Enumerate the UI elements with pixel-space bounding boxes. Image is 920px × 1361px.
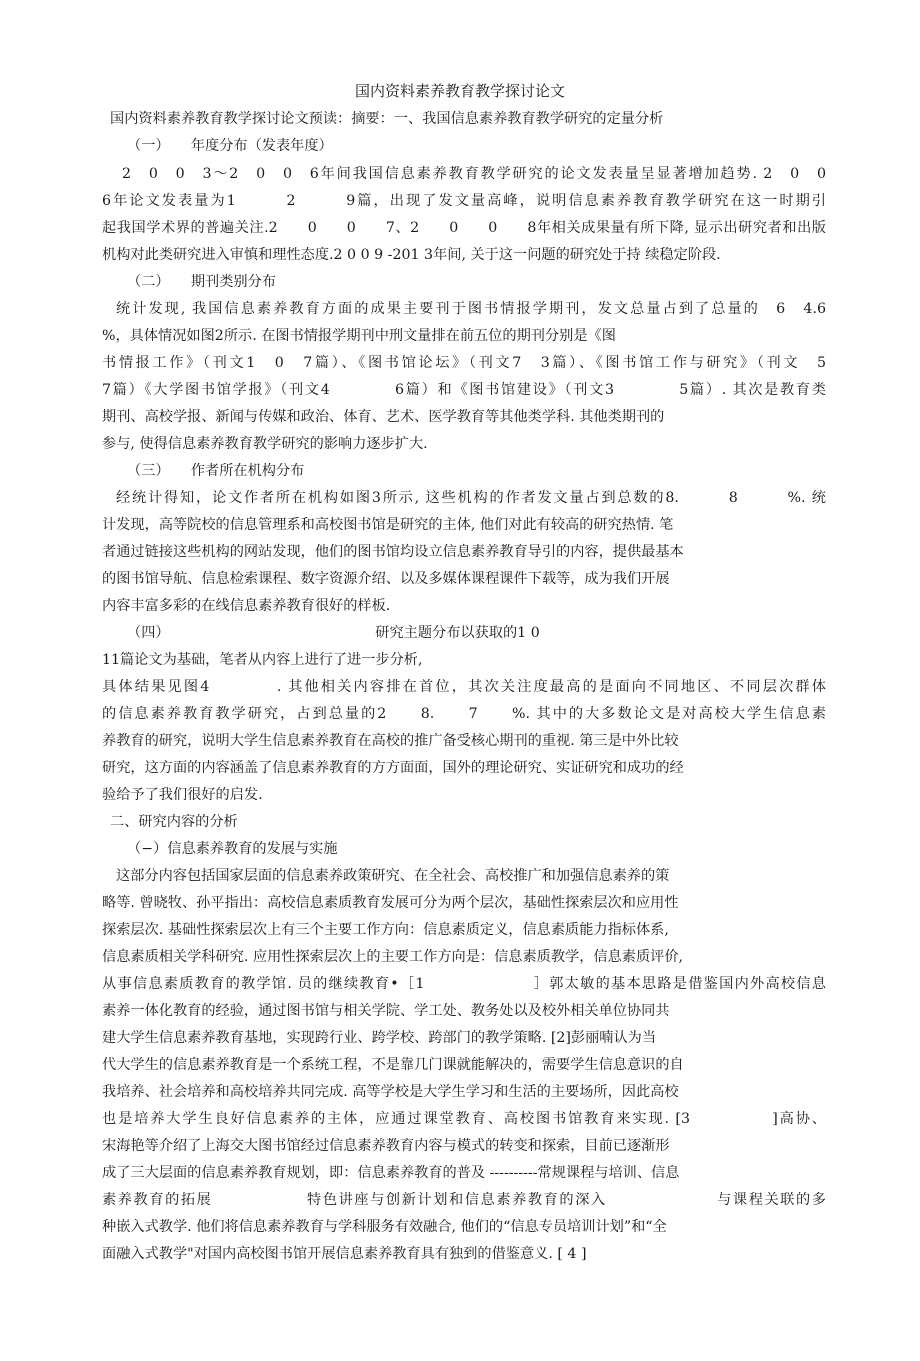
text-line: 从事信息素质教育的教学馆. 员的继续教育•［1 ］郭太敏的基本思路是借鉴国内外高校信息 xyxy=(102,976,826,992)
text-line: 研究，这方面的内容涵盖了信息素养教育的方方面面，国外的理论研究、实证研究和成功的经 xyxy=(102,760,684,776)
section-heading: （三） 作者所在机构分布 xyxy=(127,463,305,479)
text-line: 计发现，高等院校的信息管理系和高校图书馆是研究的主体, 他们对此有较高的研究热情. 笔 xyxy=(102,517,674,533)
text-line: 的信息素养教育教学研究，占到总量的2 8. 7 %. 其中的大多数论文是对高校大学生信息素 xyxy=(102,706,826,722)
text-line: 探索层次. 基础性探索层次上有三个主要工作方向：信息素质定义，信息素质能力指标体系, xyxy=(102,922,669,938)
text-line: 具体结果见图4 . 其他相关内容排在首位，其次关注度最高的是面向不同地区、不同层次群体 xyxy=(102,679,826,695)
text-line: 者通过链接这些机构的网站发现，他们的图书馆均设立信息素养教育导引的内容，提供最基本 xyxy=(102,544,684,560)
text-line: 起我国学术界的普遍关注.2 0 0 7、2 0 0 8年相关成果量有所下降, 显示出研究者和出版 xyxy=(102,220,826,236)
text-line: 也是培养大学生良好信息素养的主体，应通过课堂教育、高校图书馆教育来实现. [3 ]高协、 xyxy=(102,1111,826,1127)
text-line: 的图书馆导航、信息检索课程、数字资源介绍、以及多媒体课程课件下载等，成为我们开展 xyxy=(102,571,670,587)
text-line: 宋海艳等介绍了上海交大图书馆经过信息素养教育内容与模式的转变和探索，目前已逐渐形 xyxy=(102,1138,670,1154)
text-line: 7篇）《大学图书馆学报》（刊文4 6篇）和《图书馆建设》（刊文3 5篇）. 其次是教育类 xyxy=(102,382,826,398)
text-line: 种嵌入式教学. 他们将信息素养教育与学科服务有效融合, 他们的“信息专员培训计划”和“全 xyxy=(102,1219,667,1235)
section-heading: （一） 年度分布（发表年度） xyxy=(127,138,333,154)
text-line: 统计发现, 我国信息素养教育方面的成果主要刊于图书情报学期刊，发文总量占到了总量的 6 4.6 xyxy=(116,301,826,317)
section-heading: 二、研究内容的分析 xyxy=(110,814,238,830)
text-line: 养教育的研究，说明大学生信息素养教育在高校的推广备受核心期刊的重视. 第三是中外比较 xyxy=(102,733,679,749)
section-heading: （四） 研究主题分布以获取的1 0 xyxy=(127,625,540,641)
text-line: 这部分内容包括国家层面的信息素养政策研究、在全社会、高校推广和加强信息素养的策 xyxy=(116,868,670,884)
text-line: 素养教育的拓展 特色讲座与创新计划和信息素养教育的深入 与课程关联的多 xyxy=(102,1192,826,1208)
text-line: 书情报工作》（刊文1 0 7篇）、《图书馆论坛》（刊文7 3篇）、《图书馆工作与研究》（刊文 5 xyxy=(102,355,826,371)
text-line: 国内资料素养教育教学探讨论文预读：摘要：一、我国信息素养教育教学研究的定量分析 xyxy=(110,111,664,127)
text-line: 内容丰富多彩的在线信息素养教育很好的样板. xyxy=(102,598,391,614)
text-line: 成了三大层面的信息素养教育规划，即：信息素养教育的普及 ----------常规课程与培训、信息 xyxy=(102,1165,680,1181)
text-line: 信息素质相关学科研究. 应用性探索层次上的主要工作方向是：信息素质教学，信息素质评价, xyxy=(102,949,684,965)
section-heading: （−）信息素养教育的发展与实施 xyxy=(127,841,338,857)
text-line: 素养一体化教育的经验，通过图书馆与相关学院、学工处、教务处以及校外相关单位协同共 xyxy=(102,1003,670,1019)
text-line: %，具体情况如图2所示. 在图书情报学期刊中刑文量排在前五位的期刊分别是《图 xyxy=(102,328,616,344)
text-line: 11篇论文为基础，笔者从内容上进行了进一步分析, xyxy=(102,652,423,668)
text-line: 建大学生信息素养教育基地，实现跨行业、跨学校、跨部门的教学策略. [2]彭丽喃认为当 xyxy=(102,1030,657,1046)
text-line: 6年论文发表量为1 2 9篇，出现了发文量高峰，说明信息素养教育教学研究在这一时期引 xyxy=(102,193,826,209)
text-line: 2 0 0 3〜2 0 0 6年间我国信息素养教育教学研究的论文发表量呈显著增加趋势. 2 0 0 xyxy=(122,166,826,182)
page-title: 国内资料素养教育教学探讨论文 xyxy=(354,82,565,100)
text-line: 面融入式教学"对国内高校图书馆开展信息素养教育具有独到的借鉴意义. [ 4 ] xyxy=(102,1246,587,1262)
text-line: 机构对此类研究进入审慎和理性态度.2 0 0 9 -201 3年间, 关于这一问题的研究处于持 续稳定阶段. xyxy=(102,247,721,263)
text-line: 略等. 曾晓牧、孙平指出：高校信息素质教育发展可分为两个层次，基础性探索层次和应用性 xyxy=(102,895,679,911)
section-heading: （二） 期刊类别分布 xyxy=(127,274,276,290)
text-line: 代大学生的信息素养教育是一个系统工程，不是靠几门课就能解决的，需要学生信息意识的自 xyxy=(102,1057,684,1073)
text-line: 期刊、高校学报、新闻与传媒和政治、体育、艺术、医学教育等其他类学科. 其他类期刊的 xyxy=(102,409,665,425)
text-line: 参与, 使得信息素养教育教学研究的影响力逐步扩大. xyxy=(102,436,428,452)
text-line: 验给予了我们很好的启发. xyxy=(102,787,263,803)
text-line: 经统计得知，论文作者所在机构如图3所示, 这些机构的作者发文量占到总数的8. 8 %. 统 xyxy=(116,490,826,506)
text-line: 我培养、社会培养和高校培养共同完成. 高等学校是大学生学习和生活的主要场所，因此高校 xyxy=(102,1084,679,1100)
